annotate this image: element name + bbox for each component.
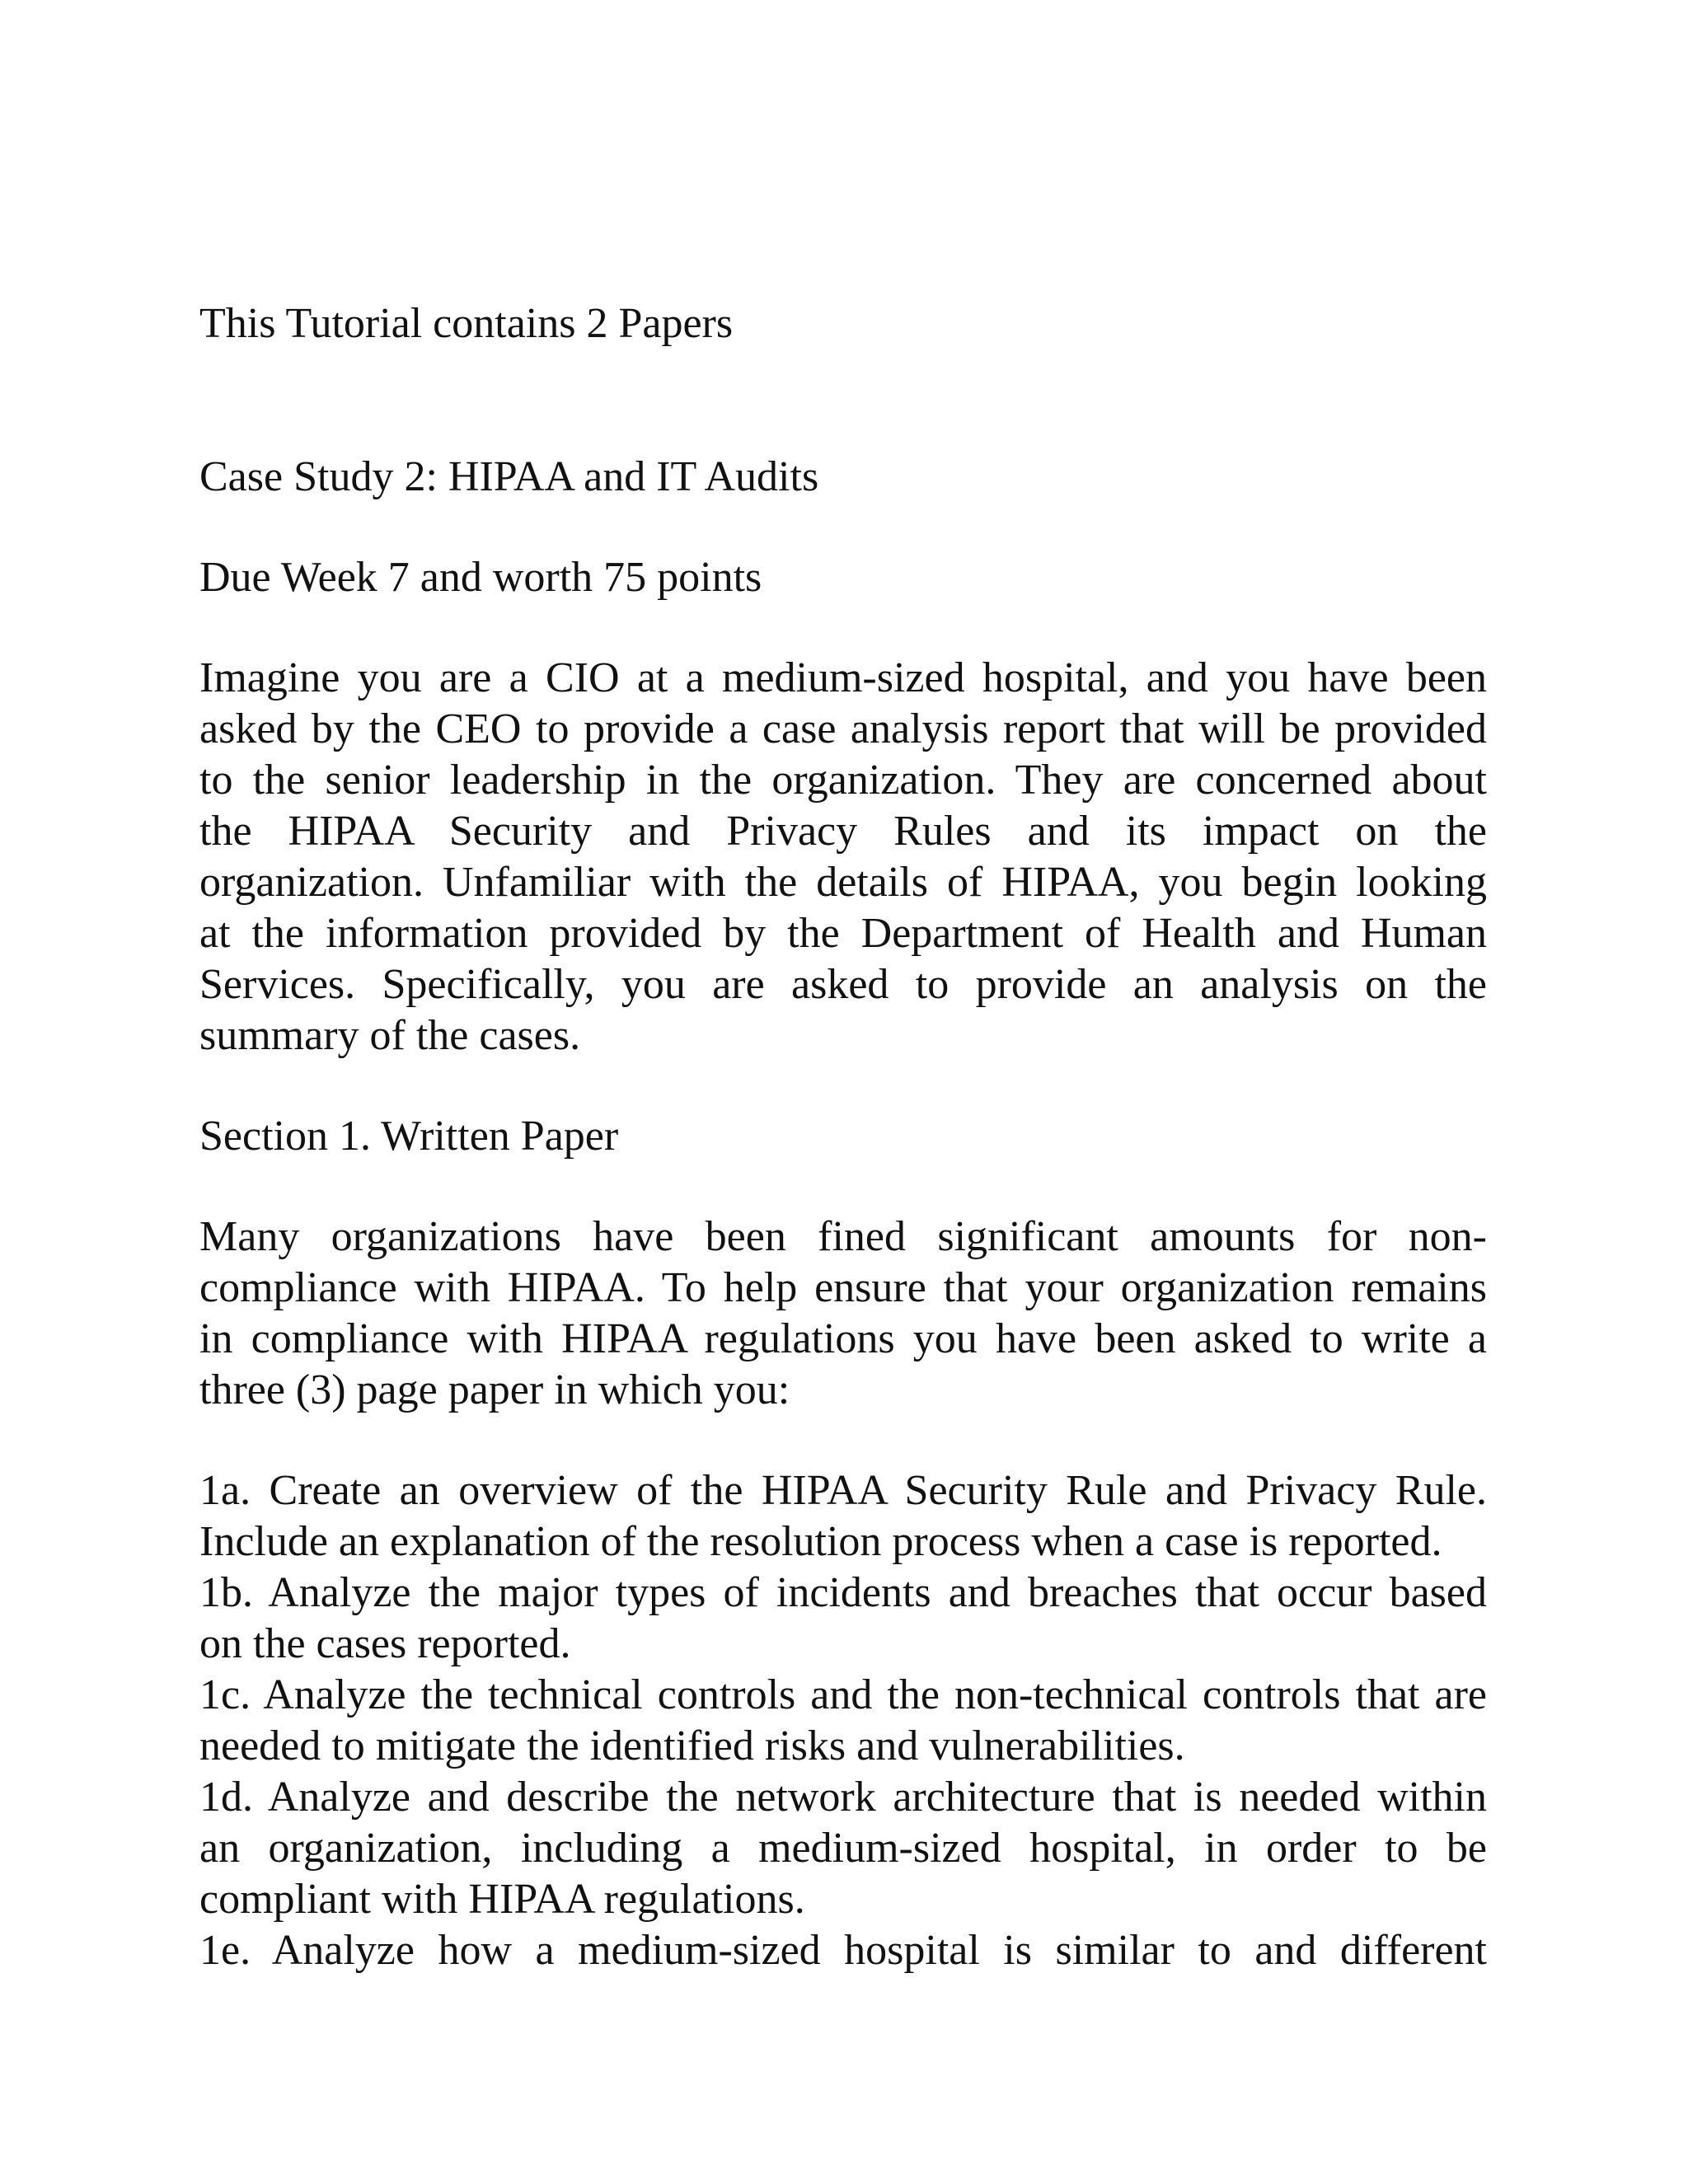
requirement-item-1e [199,1925,1487,1976]
requirement-line: 1c. Analyze the technical controls and the non-technical controls that are [199,1671,1487,1718]
requirement-item-1c [199,1670,1487,1772]
scenario-line: Imagine you are a CIO at a medium-sized hospital, and you have been [199,654,1487,701]
requirement-item-1a [199,1465,1487,1568]
requirement-line: on the cases reported. [199,1620,571,1667]
requirement-item-1b [199,1568,1487,1670]
scenario-line: summary of the cases. [199,1012,581,1059]
assignment-title: Case Study 2: HIPAA and IT Audits [199,453,819,500]
document-body [199,298,1487,1976]
requirements-list [199,1465,1487,1976]
assignment-due: Due Week 7 and worth 75 points [199,554,762,601]
scenario-paragraph [199,653,1487,1062]
section-intro-paragraph [199,1212,1487,1416]
requirement-line: 1e. Analyze how a medium-sized hospital is similar to and different [199,1927,1487,1974]
requirement-line: 1a. Create an overview of the HIPAA Security Rule and Privacy Rule. [199,1467,1487,1514]
scenario-line: asked by the CEO to provide a case analysis report that will be provided [199,705,1487,752]
intro-line: three (3) page paper in which you: [199,1366,790,1413]
intro-line: in compliance with HIPAA regulations you have been asked to write a [199,1315,1487,1362]
scenario-line: Services. Specifically, you are asked to provide an analysis on the [199,961,1487,1008]
requirement-item-1d [199,1772,1487,1925]
requirement-line: compliant with HIPAA regulations. [199,1876,805,1923]
scenario-line: the HIPAA Security and Privacy Rules and its impact on the [199,808,1487,855]
intro-line: compliance with HIPAA. To help ensure that your organization remains [199,1264,1487,1311]
scenario-line: at the information provided by the Department of Health and Human [199,910,1487,957]
requirement-line: Include an explanation of the resolution process when a case is reported. [199,1518,1442,1565]
section-heading: Section 1. Written Paper [199,1113,619,1160]
intro-line: Many organizations have been fined significant amounts for non- [199,1213,1487,1260]
scenario-line: to the senior leadership in the organization. They are concerned about [199,757,1487,804]
requirement-line: needed to mitigate the identified risks and vulnerabilities. [199,1722,1185,1769]
requirement-line: 1b. Analyze the major types of incidents and breaches that occur based [199,1569,1487,1616]
requirement-line: an organization, including a medium-sized hospital, in order to be [199,1825,1487,1872]
tutorial-note: This Tutorial contains 2 Papers [199,300,734,347]
requirement-line: 1d. Analyze and describe the network architecture that is needed within [199,1774,1487,1821]
scenario-line: organization. Unfamiliar with the details of HIPAA, you begin looking [199,859,1487,906]
